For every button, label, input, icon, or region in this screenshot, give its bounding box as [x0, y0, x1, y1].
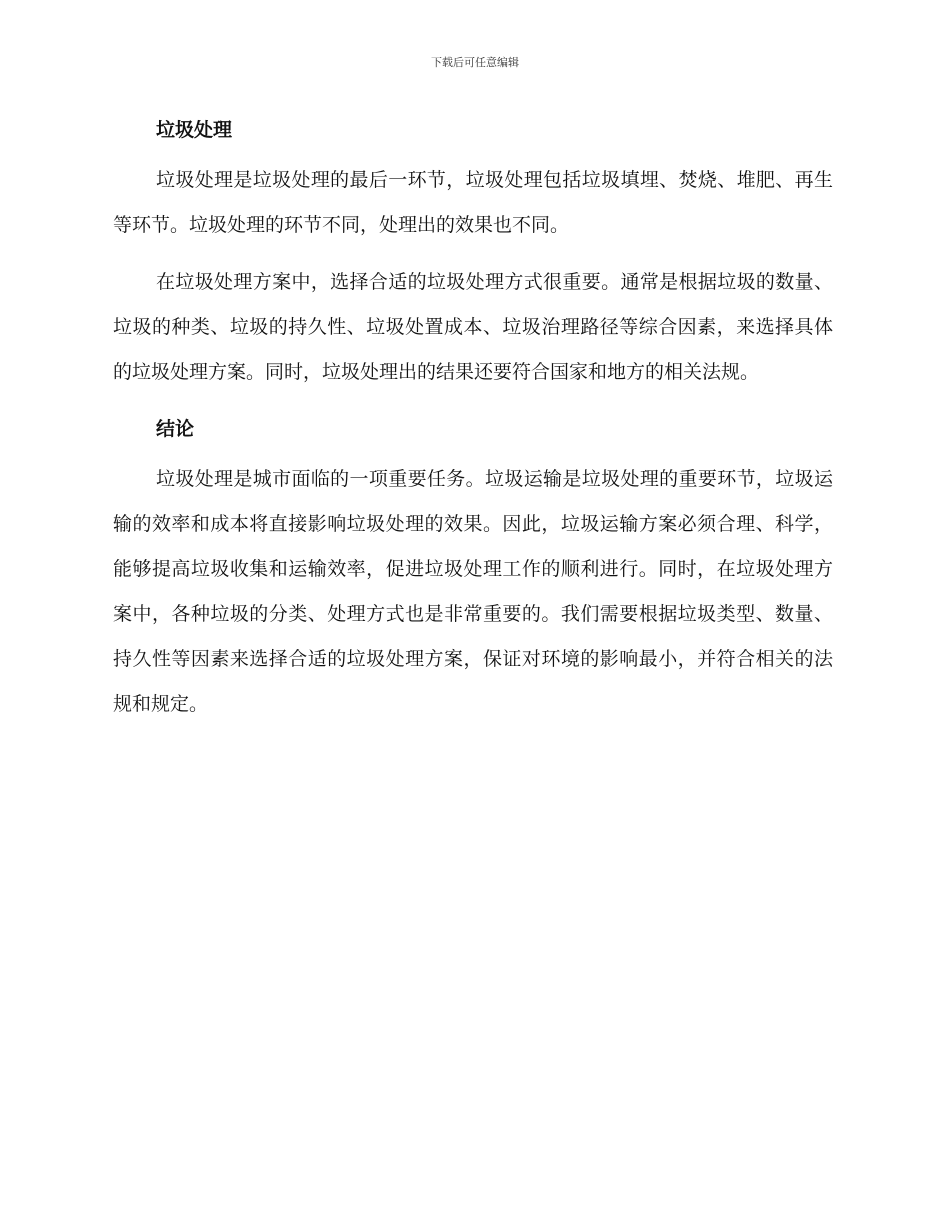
section-heading-conclusion: 结论	[156, 418, 195, 440]
paragraph-waste-treatment-plan: 在垃圾处理方案中，选择合适的垃圾处理方式很重要。通常是根据垃圾的数量、垃圾的种类、垃圾的持久性、垃圾处置成本、垃圾治理路径等综合因素，来选择具体的垃圾处理方案。同时，垃圾处理出的结果还要符合国家和地方的相关法规。	[113, 271, 833, 383]
page-header-note: 下载后可任意编辑	[431, 56, 519, 69]
spacer	[113, 395, 833, 407]
paragraph-conclusion: 垃圾处理是城市面临的一项重要任务。垃圾运输是垃圾处理的重要环节，垃圾运输的效率和成本将直接影响垃圾处理的效果。因此，垃圾运输方案必须合理、科学，能够提高垃圾收集和运输效率，促进垃圾处理工作的顺利进行。同时，在垃圾处理方案中，各种垃圾的分类、处理方式也是非常重要的。我们需要根据垃圾类型、数量、持久性等因素来选择合适的垃圾处理方案，保证对环境的影响最小，并符合相关的法规和规定。	[113, 468, 833, 715]
spacer	[113, 248, 833, 260]
paragraph-waste-treatment-intro: 垃圾处理是垃圾处理的最后一环节，垃圾处理包括垃圾填埋、焚烧、堆肥、再生等环节。垃圾处理的环节不同，处理出的效果也不同。	[113, 169, 833, 236]
section-heading-waste-treatment: 垃圾处理	[156, 119, 233, 141]
document-body	[113, 108, 833, 727]
